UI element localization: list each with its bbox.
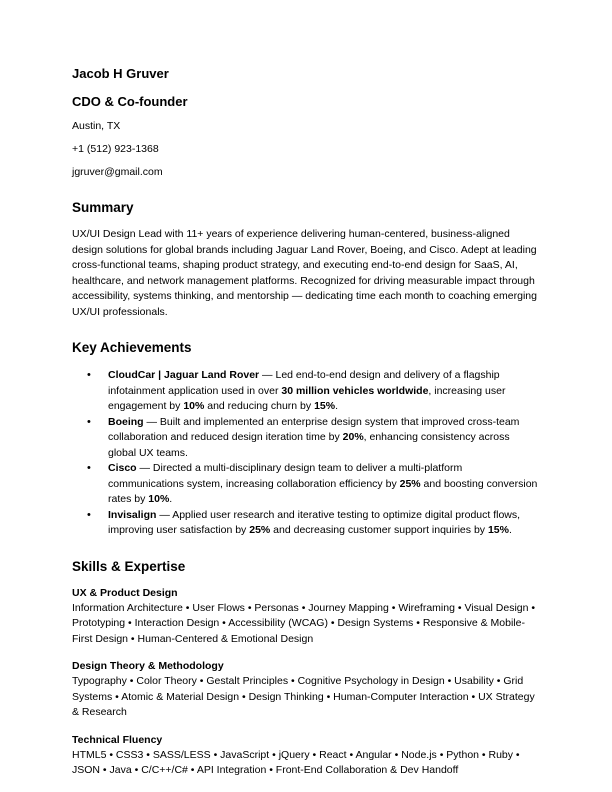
achievements-list (72, 368, 540, 539)
skill-group-design-theory (72, 659, 540, 721)
person-role: CDO & Co-founder (72, 94, 188, 109)
skill-group-body: HTML5 • CSS3 • SASS/LESS • JavaScript • jQuery • React • Angular • Node.js • Python • Ruby • JSON • Java • C/C++/C# • API Integration • Front-End Collaboration & Dev Handoff (72, 748, 520, 776)
achievements-heading: Key Achievements (72, 340, 192, 355)
summary-section (72, 199, 540, 320)
contact-location: Austin, TX (72, 120, 121, 132)
skill-group-body: Typography • Color Theory • Gestalt Principles • Cognitive Psychology in Design • Usability • Grid Systems • Atomic & Material Design • Design Thinking • Human-Computer Interaction • UX Strategy & Research (72, 675, 535, 718)
skill-group-technical-fluency (72, 733, 540, 779)
person-name: Jacob H Gruver (72, 66, 169, 81)
contact-phone: +1 (512) 923-1368 (72, 143, 159, 155)
achievement-item-cloudcar: • CloudCar | Jaguar Land Rover — Led end-to-end design and delivery of a flagship infotainment application used in over 30 million vehicles worldwide, increasing user engagement by 10% and reducing churn by 15%. (108, 368, 540, 415)
skill-group-body: Information Architecture • User Flows • Personas • Journey Mapping • Wireframing • Visual Design • Prototyping • Interaction Design • Accessibility (WCAG) • Design Systems • Responsive & Mobile-First Design • Human-Centered & Emotional Design (72, 601, 536, 645)
achievement-item-cisco: • Cisco — Directed a multi-disciplinary design team to deliver a multi-platform communications system, increasing collaboration efficiency by 25% and boosting conversion rates by 10%. (108, 461, 540, 508)
skill-group-title: Technical Fluency (72, 733, 163, 746)
skill-group-title: Design Theory & Methodology (72, 660, 224, 672)
skills-heading: Skills & Expertise (72, 558, 186, 574)
skill-group-title: UX & Product Design (72, 586, 178, 599)
achievement-item-invisalign: • Invisalign — Applied user research and iterative testing to optimize digital product flows, improving user satisfaction by 25% and decreasing customer support inquiries by 15%. (108, 508, 540, 539)
summary-heading: Summary (72, 200, 134, 215)
skill-group-ux-product-design (72, 586, 540, 648)
achievements-section (72, 339, 540, 539)
achievement-item-boeing: • Boeing — Built and implemented an enterprise design system that improved cross-team collaboration and reduced design iteration time by 20%, enhancing consistency across global UX teams. (108, 415, 540, 462)
resume-header (72, 66, 540, 180)
contact-email: jgruver@gmail.com (72, 166, 163, 178)
summary-text: UX/UI Design Lead with 11+ years of experience delivering human-centered, business-aligned design solutions for global brands including Jaguar Land Rover, Boeing, and Cisco. Adept at leading cross-functional teams, shaping product strategy, and executing end-to-end design for SaaS, AI, healthcare, and network management platforms. Recognized for driving measurable impact through accessibility, systems thinking, and mentorship — dedicating time each month to coaching emerging UX/UI professionals. (72, 228, 537, 318)
skills-section (72, 558, 540, 779)
